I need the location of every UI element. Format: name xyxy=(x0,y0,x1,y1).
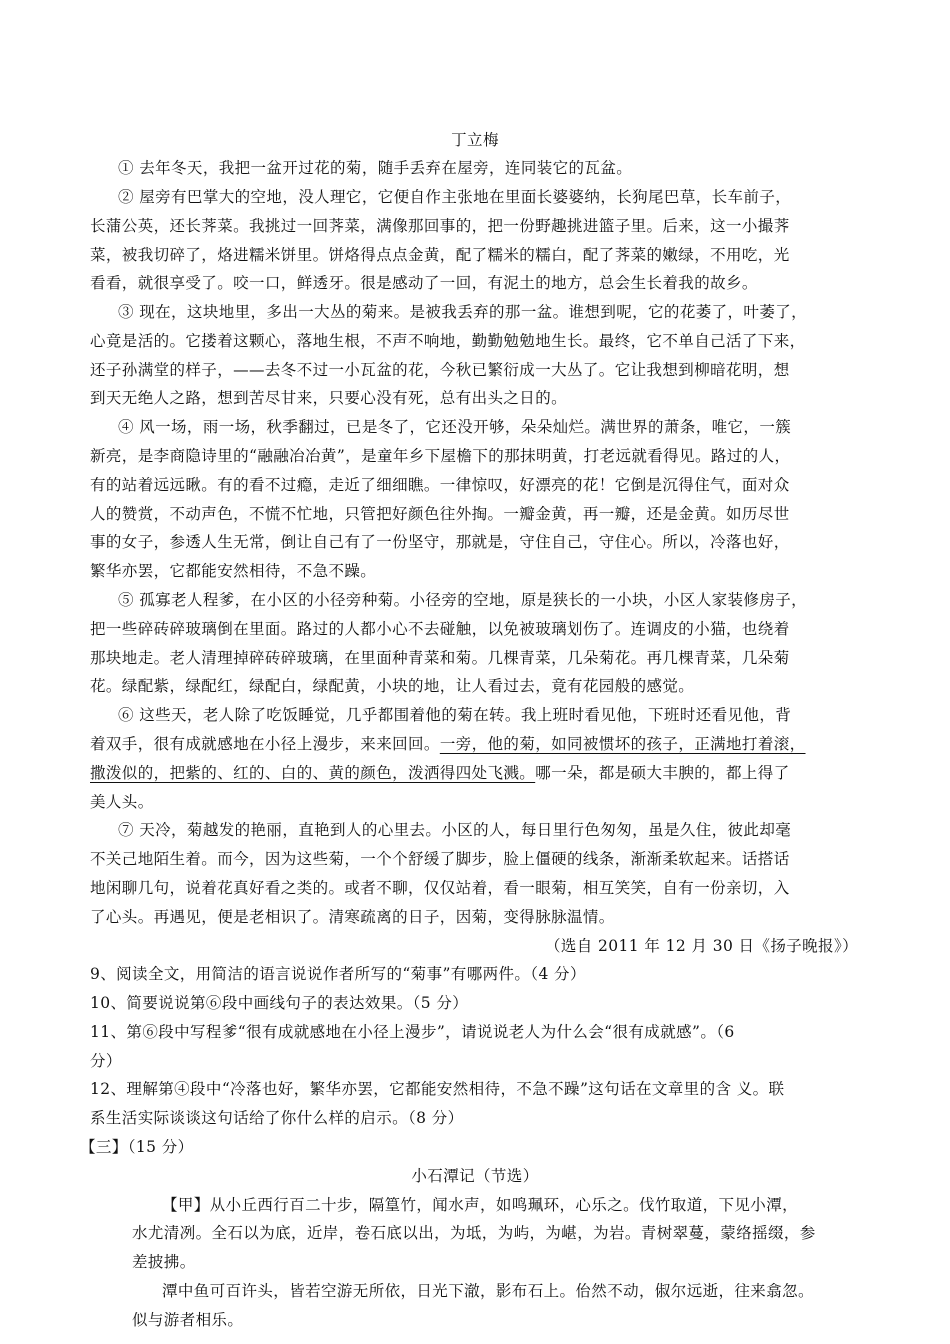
underlined-sentence-part-1: 一旁，他的菊，如同被惯坏的孩子，正满地打着滚， xyxy=(439,735,806,753)
paragraph-4-line-4: 人的赞赏，不动声色，不慌不忙地，只管把好颜色往外掏。一瓣金黄，再一瓣，还是金黄。如历尽世 xyxy=(90,505,790,523)
paragraph-6-line-1: ⑥ 这些天，老人除了吃饭睡觉，几乎都围着他的菊在转。我上班时看见他，下班时还看见他，背 xyxy=(118,706,792,724)
question-12-line-1: 12、理解第④段中“冷落也好，繁华亦罢，它都能安然相待，不急不躁”这句话在文章里的含 义。联 xyxy=(90,1080,785,1098)
paragraph-6-line-2 xyxy=(90,730,806,758)
paragraph-3-line-4: 到天无绝人之路，想到苦尽甘来，只要心没有死，总有出头之日的。 xyxy=(90,389,568,407)
paragraph-4-line-1: ④ 风一场，雨一场，秋季翻过，已是冬了，它还没开够，朵朵灿烂。满世界的萧条，唯它，一簇 xyxy=(118,418,792,436)
section-3-paragraph-2-line-1: 潭中鱼可百许头，皆若空游无所依，日光下澈，影布石上。佁然不动，俶尔远逝，往来翕忽。 xyxy=(162,1282,814,1300)
paragraph-5-line-4: 花。绿配紫，绿配红，绿配白，绿配黄，小块的地，让人看过去，竟有花园般的感觉。 xyxy=(90,677,695,695)
section-3-title: 小石潭记（节选） xyxy=(411,1167,539,1185)
paragraph-3-line-1: ③ 现在，这块地里，多出一大丛的菊来。是被我丢弃的那一盆。谁想到呢，它的花萎了，叶萎了， xyxy=(118,303,808,321)
section-3-header: 【三】（15 分） xyxy=(80,1138,194,1156)
paragraph-4-line-6: 繁华亦罢，它都能安然相待，不急不躁。 xyxy=(90,562,377,580)
question-12-line-2: 系生活实际谈谈这句话给了你什么样的启示。（8 分） xyxy=(90,1109,464,1127)
section-3-paragraph-1-line-1: 【甲】从小丘西行百二十步，隔篁竹，闻水声，如鸣珮环，心乐之。伐竹取道，下见小潭， xyxy=(162,1196,799,1214)
author-name: 丁立梅 xyxy=(451,131,499,149)
question-10: 10、简要说说第⑥段中画线句子的表达效果。（5 分） xyxy=(90,994,469,1012)
section-3-paragraph-1-line-3: 差披拂。 xyxy=(132,1253,196,1271)
paragraph-5-line-3: 那块地走。老人清理掉碎砖碎玻璃，在里面种青菜和菊。几棵青菜，几朵菊花。再几棵青菜，几朵菊 xyxy=(90,649,790,667)
paragraph-3-line-3: 还子孙满堂的样子，——去冬不过一小瓦盆的花，今秋已繁衍成一大丛了。它让我想到柳暗花明，想 xyxy=(90,361,790,379)
source-citation: （选自 2011 年 12 月 30 日《扬子晚报》） xyxy=(544,937,858,955)
paragraph-6-line-4: 美人头。 xyxy=(90,793,154,811)
paragraph-2-line-3: 菜，被我切碎了，烙进糯米饼里。饼烙得点点金黄，配了糯米的糯白，配了荠菜的嫩绿，不用吃，光 xyxy=(90,246,790,264)
paragraph-7-line-4: 了心头。再遇见，便是老相识了。清寒疏离的日子，因菊，变得脉脉温情。 xyxy=(90,908,615,926)
underlined-sentence-part-2: 撒泼似的，把紫的、红的、白的、黄的颜色，泼洒得四处飞溅。 xyxy=(90,764,536,782)
paragraph-7-line-2: 不关己地陌生着。而今，因为这些菊，一个个舒缓了脚步，脸上僵硬的线条，渐渐柔软起来。话搭话 xyxy=(90,850,790,868)
paragraph-7-line-1: ⑦ 天冷，菊越发的艳丽，直艳到人的心里去。小区的人，每日里行色匆匆，虽是久住，彼此却毫 xyxy=(118,821,792,839)
section-3-paragraph-2-line-2: 似与游者相乐。 xyxy=(132,1311,244,1329)
paragraph-2-line-2: 长蒲公英，还长荠菜。我挑过一回荠菜，满像那回事的，把一份野趣挑进篮子里。后来，这一小撮荠 xyxy=(90,217,790,235)
paragraph-4-line-5: 事的女子，参透人生无常，倒让自己有了一份坚守，那就是，守住自己，守住心。所以，冷落也好， xyxy=(90,533,790,551)
paragraph-1-line-1: ① 去年冬天，我把一盆开过花的菊，随手丢弃在屋旁，连同装它的瓦盆。 xyxy=(118,159,633,177)
paragraph-2-line-4: 看看，就很享受了。咬一口，鲜透牙。很是感动了一回，有泥土的地方，总会生长着我的故乡。 xyxy=(90,274,758,292)
paragraph-6-line-3 xyxy=(90,759,790,787)
question-11-line-2: 分） xyxy=(90,1052,122,1070)
question-11-line-1: 11、第⑥段中写程爹“很有成就感地在小径上漫步”，请说说老人为什么会“很有成就感”。（6 xyxy=(90,1023,735,1041)
paragraph-5-line-1: ⑤ 孤寡老人程爹，在小区的小径旁种菊。小径旁的空地，原是狭长的一小块，小区人家装修房子， xyxy=(118,591,808,609)
paragraph-2-line-1: ② 屋旁有巴掌大的空地，没人理它，它便自作主张地在里面长婆婆纳，长狗尾巴草，长车前子， xyxy=(118,188,792,206)
paragraph-4-line-3: 有的站着远远瞅。有的看不过瘾，走近了细细瞧。一律惊叹，好漂亮的花！它倒是沉得住气，面对众 xyxy=(90,476,790,494)
paragraph-7-line-3: 地闲聊几句，说着花真好看之类的。或者不聊，仅仅站着，看一眼菊，相互笑笑，自有一份亲切，入 xyxy=(90,879,790,897)
paragraph-4-line-2: 新亮，是李商隐诗里的“融融冶冶黄”，是童年乡下屋檐下的那抹明黄，打老远就看得见。路过的人， xyxy=(90,447,791,465)
section-3-paragraph-1-line-2: 水尤清冽。全石以为底，近岸，卷石底以出，为坻，为屿，为嵁，为岩。青树翠蔓，蒙络摇缀，参 xyxy=(132,1224,816,1242)
paragraph-5-line-2: 把一些碎砖碎玻璃倒在里面。路过的人都小心不去碰触，以免被玻璃划伤了。连调皮的小猫，也绕着 xyxy=(90,620,790,638)
paragraph-6-line-2-plain: 着双手，很有成就感地在小径上漫步，来来回回。 xyxy=(90,735,440,753)
paragraph-6-line-3-plain: 哪一朵，都是硕大丰腴的，都上得了 xyxy=(535,764,790,782)
question-9: 9、阅读全文，用简洁的语言说说作者所写的“菊事”有哪两件。（4 分） xyxy=(90,965,586,983)
paragraph-3-line-2: 心竟是活的。它搂着这颗心，落地生根，不声不响地，勤勤勉勉地生长。最终，它不单自己活了下来， xyxy=(90,332,806,350)
